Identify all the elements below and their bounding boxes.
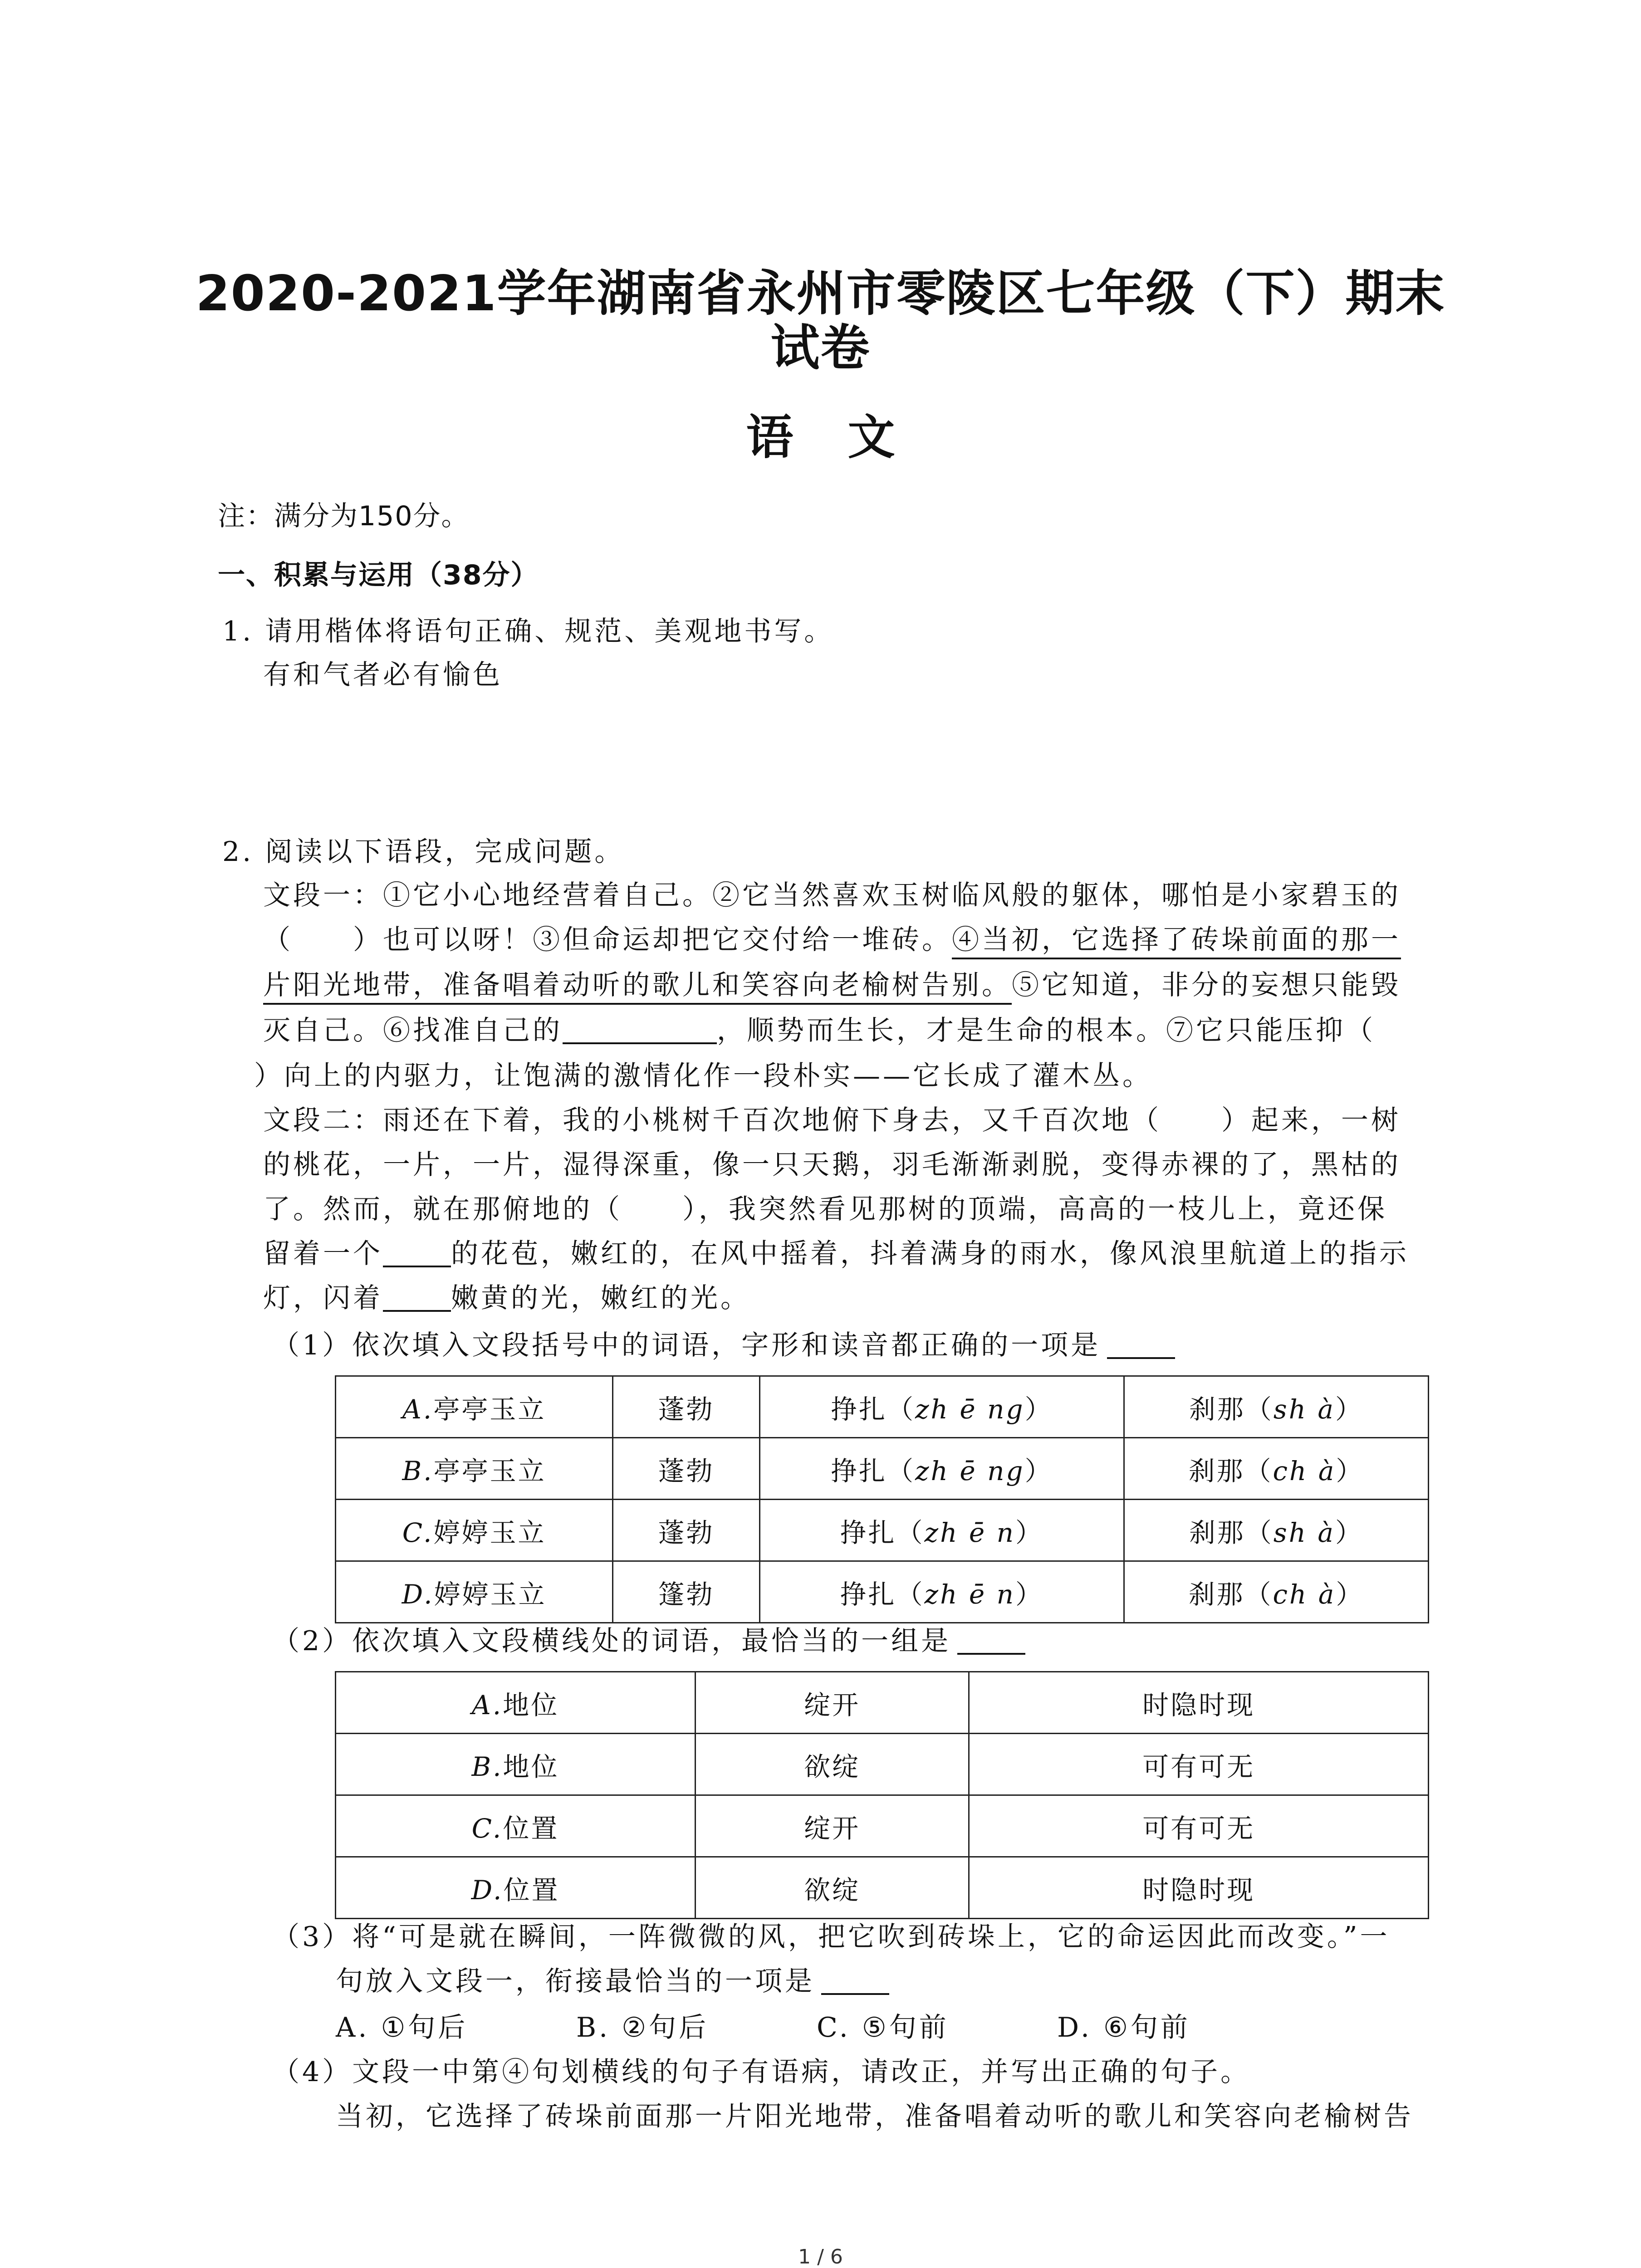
option-word-1-text: 婷婷玉立 [434, 1579, 547, 1610]
passage-1-line-1: 文段一：①它小心地经营着自己。②它当然喜欢玉树临风般的躯体，哪怕是小家碧玉的 [263, 880, 1401, 911]
passage-1-line-3-end: ⑤它知道，非分的妄想只能毁 [1012, 969, 1401, 1001]
passage-1-line-5: ）向上的内驱力，让饱满的激情化作一段朴实——它长成了灌木丛。 [254, 1060, 1152, 1092]
option-word-4-close: ） [1336, 1455, 1364, 1486]
exam-title-line1: 2020-2021学年湖南省永州市零陵区七年级（下）期末 [196, 265, 1445, 322]
option-word-4 [1124, 1500, 1428, 1561]
option-row-b[interactable] [336, 1734, 1429, 1795]
passage-2-line-5-start: 灯，闪着 [263, 1282, 383, 1314]
answer-blank-1[interactable] [1107, 1332, 1175, 1359]
option-word-3-close: ） [1015, 1579, 1044, 1610]
option-word-4-close: ） [1335, 1393, 1363, 1425]
option-word-2: 欲绽 [696, 1734, 969, 1795]
option-letter: C. [471, 1813, 503, 1844]
option-word-4 [1124, 1376, 1428, 1438]
passage-2-line-5-end: 嫩黄的光，嫩红的光。 [451, 1282, 750, 1314]
sub-question-4-line-2: 当初，它选择了砖垛前面那一片阳光地带，准备唱着动听的歌儿和笑容向老榆树告 [336, 2101, 1414, 2132]
underlined-sentence-part-1: ④当初，它选择了砖垛前面的那一 [952, 924, 1401, 959]
option-word-1 [336, 1561, 613, 1623]
option-word-3 [759, 1376, 1124, 1438]
underlined-sentence-part-2: 片阳光地带，准备唱着动听的歌儿和笑容向老榆树告别。 [263, 969, 1012, 1005]
option-word-2: 篷勃 [613, 1561, 760, 1623]
fill-blank-3[interactable] [383, 1285, 451, 1312]
passage-2-line-5 [263, 1282, 750, 1314]
option-word-4-pinyin: sh à [1273, 1393, 1335, 1425]
section-heading: 一、积累与运用（38分） [218, 559, 539, 591]
passage-2-line-3: 了。然而，就在那俯地的（ ），我突然看见那树的顶端，高高的一枝儿上，竟还保 [263, 1193, 1387, 1225]
option-word-3-pinyin: zh ē n [924, 1579, 1015, 1610]
option-word-2: 蓬勃 [613, 1438, 760, 1500]
option-word-3-pinyin: zh ē ng [915, 1393, 1025, 1425]
option-word-1-text: 亭亭玉立 [433, 1393, 546, 1425]
option-word-4 [1124, 1561, 1428, 1623]
question-2-prompt: 2. 阅读以下语段，完成问题。 [222, 836, 625, 868]
sub-question-4-line-1: （4）文段一中第④句划横线的句子有语病，请改正，并写出正确的句子。 [272, 2056, 1251, 2088]
option-word-1-text: 位置 [503, 1874, 560, 1906]
option-word-3: 时隐时现 [969, 1857, 1429, 1919]
subject-char-1: 语 [746, 410, 794, 465]
options-table-1 [335, 1375, 1429, 1623]
sub-question-3-line-1: （3）将“可是就在瞬间，一阵微微的风，把它吹到砖垛上，它的命运因此而改变。”一 [272, 1921, 1390, 1953]
question-1-prompt: 1. 请用楷体将语句正确、规范、美观地书写。 [222, 616, 834, 647]
option-word-1-text: 婷婷玉立 [433, 1517, 546, 1548]
question-1-sentence: 有和气者必有愉色 [263, 659, 503, 691]
choice-c[interactable]: C. ⑤句前 [817, 2012, 949, 2043]
option-word-4-pinyin: ch à [1273, 1579, 1336, 1610]
option-word-4-text: 刹那（ [1189, 1393, 1274, 1425]
option-word-1-text: 地位 [503, 1751, 559, 1782]
choice-b[interactable]: B. ②句后 [576, 2012, 709, 2043]
option-word-1 [336, 1795, 696, 1857]
option-word-2: 蓬勃 [613, 1500, 760, 1561]
passage-1-line-3 [263, 969, 1401, 1001]
passage-1-line-4 [263, 1017, 1376, 1044]
option-row-d[interactable] [336, 1857, 1429, 1919]
passage-2-line-4 [263, 1238, 1409, 1270]
option-word-3-text: 挣扎（ [830, 1455, 915, 1486]
fill-blank-2[interactable] [383, 1240, 451, 1267]
option-word-3-close: ） [1024, 1455, 1053, 1486]
option-word-2: 蓬勃 [613, 1376, 760, 1438]
option-letter: C. [402, 1517, 434, 1548]
option-word-1 [336, 1734, 696, 1795]
passage-1-line-4-start: 灭自己。⑥找准自己的 [263, 1015, 563, 1046]
options-table-2 [335, 1671, 1429, 1919]
option-word-1-text: 地位 [503, 1689, 559, 1721]
option-row-a[interactable] [336, 1672, 1429, 1734]
passage-2-line-1: 文段二：雨还在下着，我的小桃树千百次地俯下身去，又千百次地（ ）起来，一树 [263, 1105, 1401, 1136]
option-word-1 [336, 1376, 613, 1438]
subject-heading [0, 399, 1641, 467]
option-word-4 [1124, 1438, 1428, 1500]
sub-question-2-text: （2）依次填入文段横线处的词语，最恰当的一组是 [272, 1625, 951, 1657]
option-word-4-pinyin: sh à [1273, 1517, 1335, 1548]
option-letter: B. [402, 1455, 434, 1486]
option-word-4-text: 刹那（ [1188, 1455, 1273, 1486]
option-row-c[interactable] [336, 1500, 1429, 1561]
option-word-2: 绽开 [696, 1795, 969, 1857]
option-word-4-text: 刹那（ [1189, 1517, 1274, 1548]
option-row-a[interactable] [336, 1376, 1429, 1438]
sub-question-1-text: （1）依次填入文段括号中的词语，字形和读音都正确的一项是 [272, 1330, 1101, 1361]
option-letter: D. [471, 1874, 504, 1906]
option-word-4-close: ） [1335, 1517, 1363, 1548]
option-word-3: 可有可无 [969, 1734, 1429, 1795]
choice-a[interactable]: A. ①句后 [336, 2012, 468, 2043]
option-letter: D. [402, 1579, 434, 1610]
passage-2-line-4-end: 的花苞，嫩红的，在风中摇着，抖着满身的雨水，像风浪里航道上的指示 [451, 1238, 1409, 1270]
option-word-3-close: ） [1024, 1393, 1053, 1425]
option-row-b[interactable] [336, 1438, 1429, 1500]
option-word-3-text: 挣扎（ [830, 1393, 915, 1425]
sub-question-2-prompt [272, 1625, 1025, 1657]
option-word-3-text: 挣扎（ [840, 1517, 925, 1548]
option-word-3: 可有可无 [969, 1795, 1429, 1857]
passage-1-line-2-start: （ ）也可以呀！③但命运却把它交付给一堆砖。 [263, 924, 952, 956]
option-letter: A. [471, 1689, 503, 1721]
option-word-4-text: 刹那（ [1188, 1579, 1273, 1610]
answer-blank-2[interactable] [957, 1628, 1025, 1655]
page-number: 1 / 6 [798, 2245, 843, 2268]
sub-question-3-line-2 [336, 1965, 889, 1997]
sub-question-1-prompt [272, 1332, 1175, 1359]
option-word-1 [336, 1500, 613, 1561]
choice-d[interactable]: D. ⑥句前 [1057, 2012, 1190, 2043]
option-row-c[interactable] [336, 1795, 1429, 1857]
option-word-1-text: 位置 [503, 1813, 559, 1844]
subject-char-2: 文 [847, 410, 895, 465]
sub-question-3-text: 句放入文段一，衔接最恰当的一项是 [336, 1965, 815, 1997]
option-word-4-close: ） [1336, 1579, 1364, 1610]
option-word-2: 绽开 [696, 1672, 969, 1734]
option-word-3 [759, 1500, 1124, 1561]
option-word-1 [336, 1438, 613, 1500]
passage-2-line-4-start: 留着一个 [263, 1238, 383, 1270]
option-word-1 [336, 1672, 696, 1734]
option-row-d[interactable] [336, 1561, 1429, 1623]
option-word-3 [759, 1561, 1124, 1623]
passage-2-line-2: 的桃花，一片，一片，湿得深重，像一只天鹅，羽毛渐渐剥脱，变得赤裸的了，黑枯的 [263, 1149, 1401, 1181]
option-word-3-text: 挣扎（ [840, 1579, 925, 1610]
passage-1-line-2 [263, 924, 1401, 956]
option-word-2: 欲绽 [696, 1857, 969, 1919]
fill-blank-1[interactable] [563, 1017, 717, 1044]
exam-title-line2: 试卷 [770, 320, 871, 376]
option-word-4-pinyin: ch à [1273, 1455, 1336, 1486]
option-word-3-close: ） [1015, 1517, 1044, 1548]
option-word-3-pinyin: zh ē ng [915, 1455, 1025, 1486]
option-word-1 [336, 1857, 696, 1919]
answer-blank-3[interactable] [821, 1968, 889, 1995]
option-letter: B. [471, 1751, 503, 1782]
passage-1-line-4-end: ，顺势而生长，才是生命的根本。⑦它只能压抑（ [717, 1015, 1376, 1046]
option-word-3 [759, 1438, 1124, 1500]
option-letter: A. [402, 1393, 434, 1425]
option-word-3: 时隐时现 [969, 1672, 1429, 1734]
score-note: 注：满分为150分。 [218, 500, 470, 532]
option-word-1-text: 亭亭玉立 [433, 1455, 546, 1486]
option-word-3-pinyin: zh ē n [924, 1517, 1015, 1548]
